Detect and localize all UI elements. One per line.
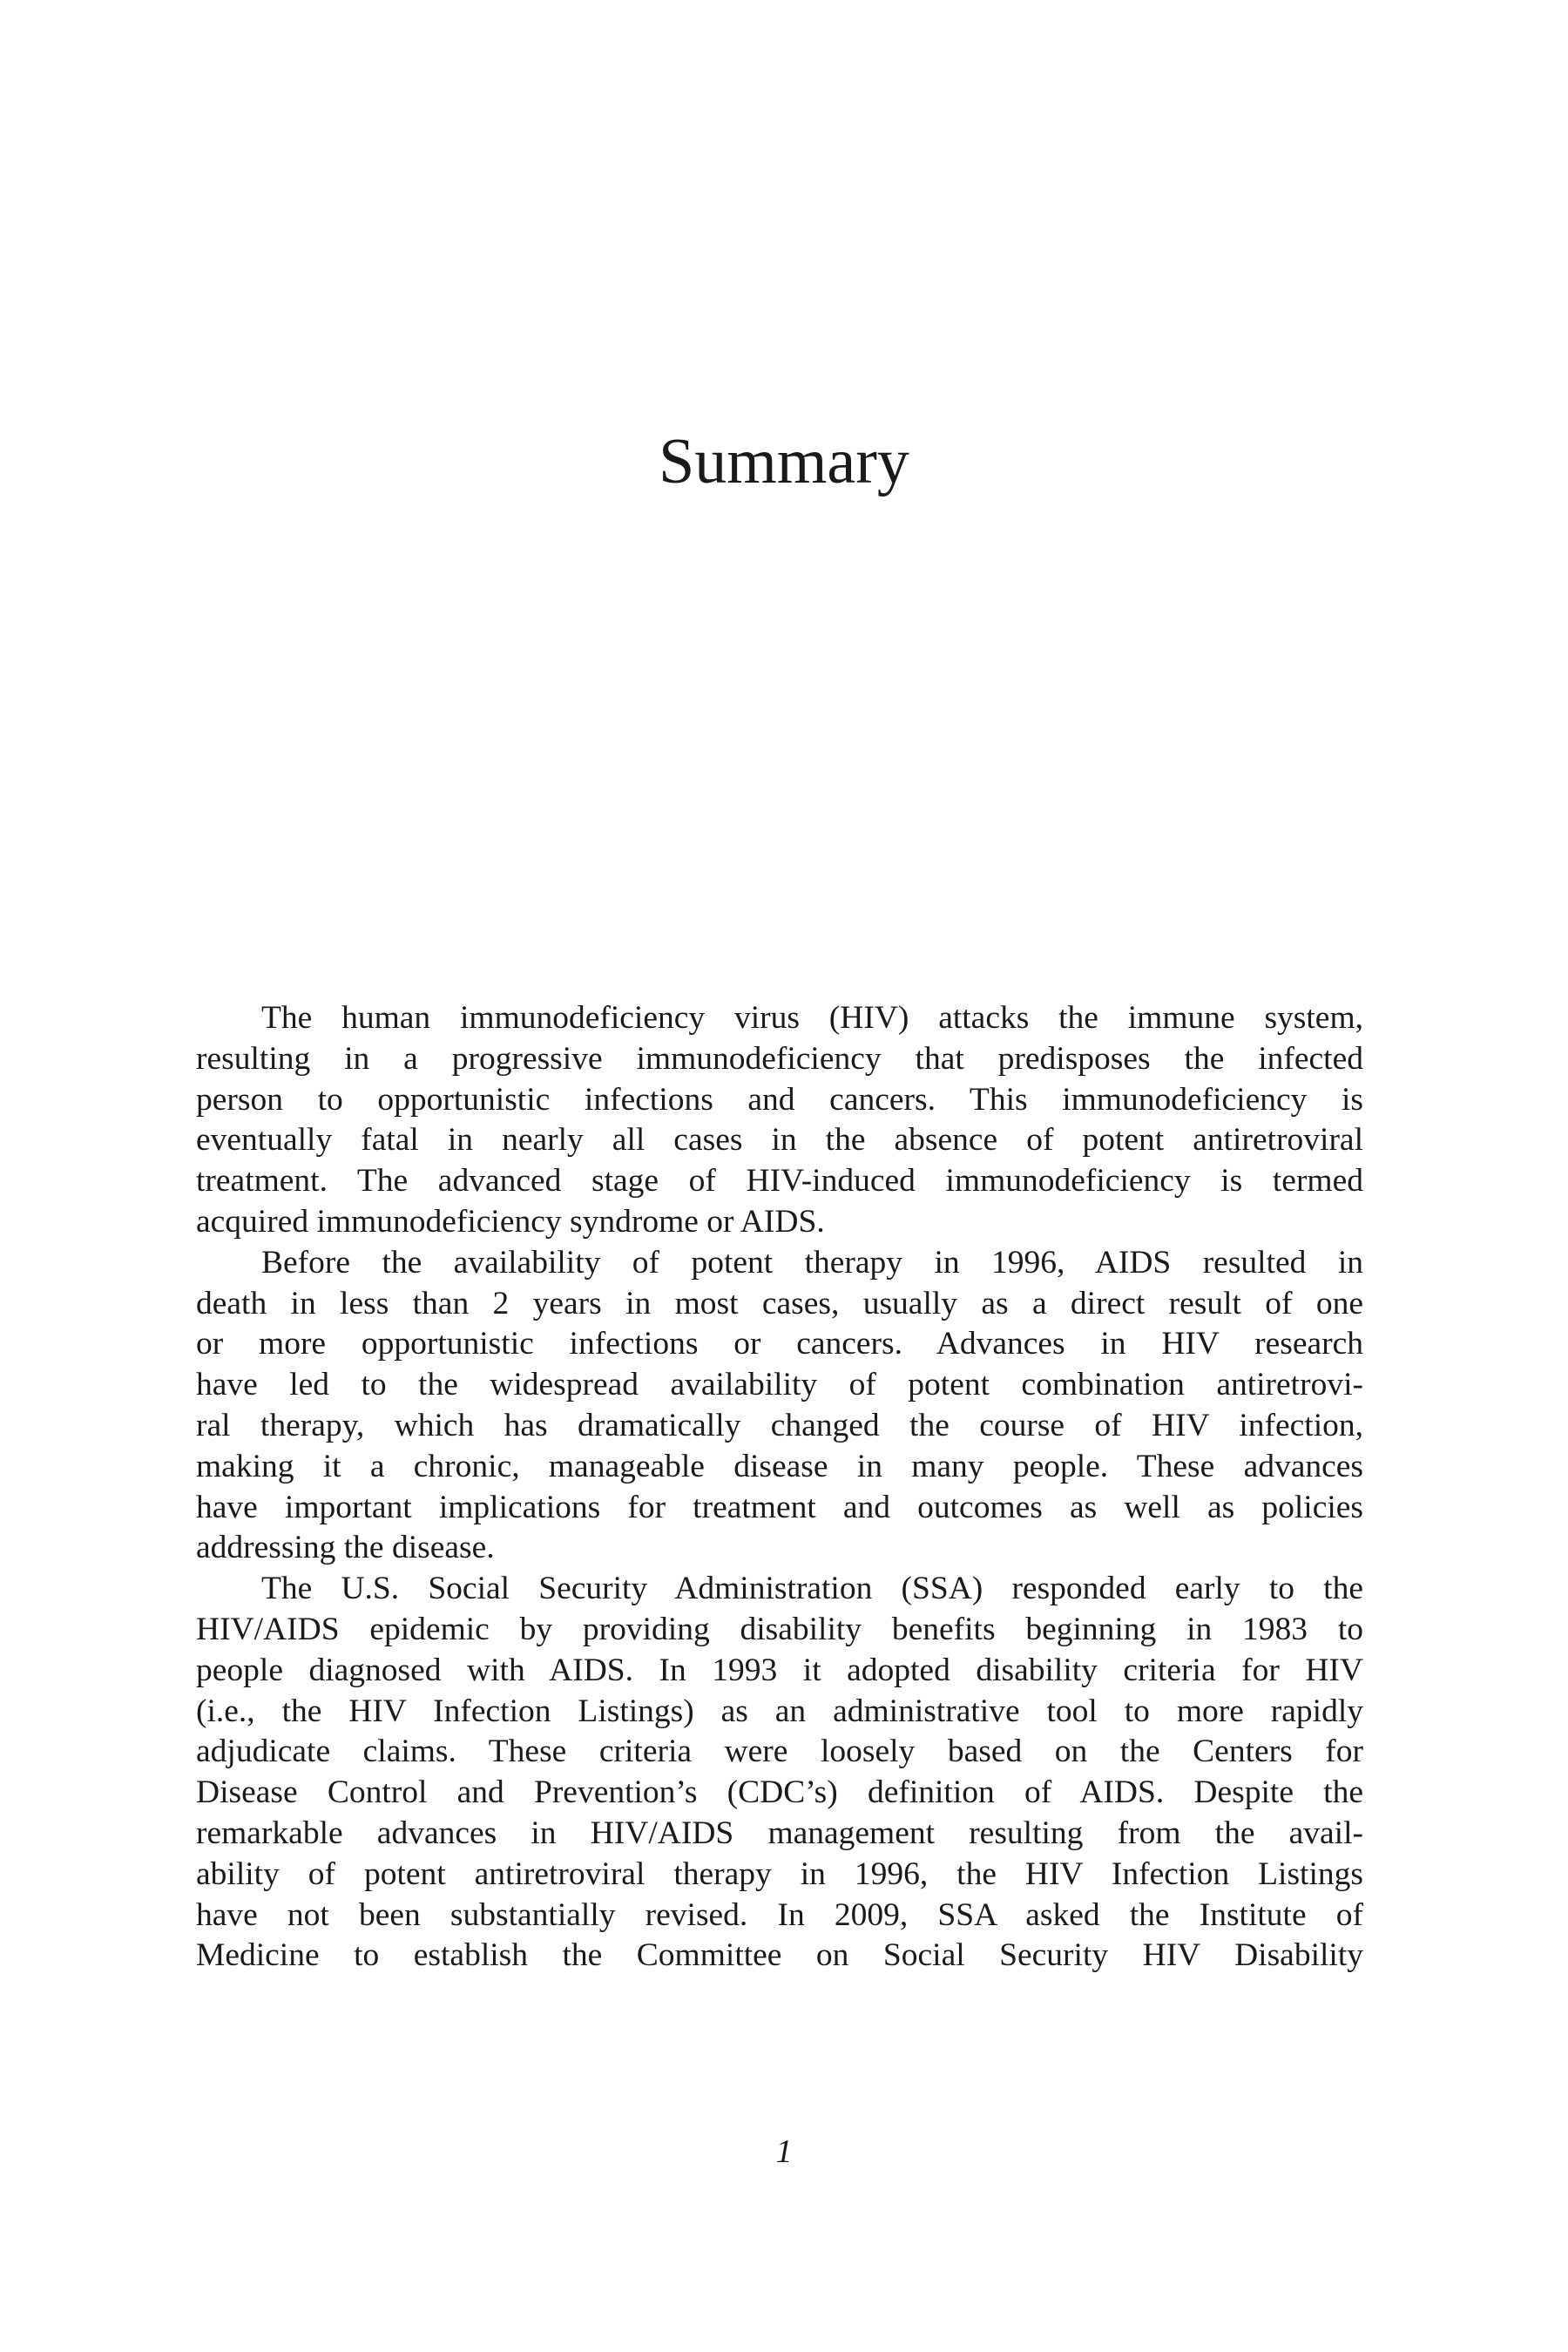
paragraph-3-line: HIV/AIDS epidemic by providing disability benefits beginning in 1983 to bbox=[196, 1611, 1363, 1647]
paragraph-3-line: (i.e., the HIV Infection Listings) as an administrative tool to more rapidly bbox=[196, 1693, 1363, 1729]
paragraph-3-line: people diagnosed with AIDS. In 1993 it adopted disability criteria for HIV bbox=[196, 1652, 1363, 1688]
paragraph-2-line: or more opportunistic infections or cancers. Advances in HIV research bbox=[196, 1326, 1363, 1362]
paragraph-1-line: treatment. The advanced stage of HIV-induced immunodeficiency is termed bbox=[196, 1163, 1363, 1200]
page-title: Summary bbox=[659, 426, 909, 497]
paragraph-2-line: Before the availability of potent therapy in 1996, AIDS resulted in bbox=[261, 1244, 1363, 1281]
paragraph-1-line: resulting in a progressive immunodeficiency that predisposes the infected bbox=[196, 1040, 1363, 1077]
paragraph-3-line: The U.S. Social Security Administration (SSA) responded early to the bbox=[261, 1571, 1363, 1607]
paragraph-3-line: Disease Control and Prevention’s (CDC’s) definition of AIDS. Despite the bbox=[196, 1774, 1363, 1811]
paragraph-3-line: remarkable advances in HIV/AIDS management resulting from the avail- bbox=[196, 1815, 1363, 1851]
paragraph-1-line: The human immunodeficiency virus (HIV) attacks the immune system, bbox=[261, 1000, 1363, 1036]
paragraph-3-line: ability of potent antiretroviral therapy in 1996, the HIV Infection Listings bbox=[196, 1855, 1363, 1892]
paragraph-3-line: have not been substantially revised. In 2009, SSA asked the Institute of bbox=[196, 1896, 1363, 1933]
paragraph-2-line: addressing the disease. bbox=[196, 1530, 495, 1566]
body-text bbox=[196, 998, 1363, 1977]
paragraph-1-line: eventually fatal in nearly all cases in the absence of potent antiretroviral bbox=[196, 1122, 1363, 1159]
paragraph-1-line: acquired immunodeficiency syndrome or AIDS. bbox=[196, 1203, 825, 1240]
paragraph-3-line: Medicine to establish the Committee on Social Security HIV Disability bbox=[196, 1937, 1363, 1974]
paragraph-3-line: adjudicate claims. These criteria were loosely based on the Centers for bbox=[196, 1734, 1363, 1770]
paragraph-2-line: have led to the widespread availability of potent combination antiretrovi- bbox=[196, 1367, 1363, 1403]
paragraph-2-line: death in less than 2 years in most cases, usually as a direct result of one bbox=[196, 1285, 1363, 1321]
paragraph-2-line: making it a chronic, manageable disease in many people. These advances bbox=[196, 1448, 1363, 1484]
paragraph-1-line: person to opportunistic infections and cancers. This immunodeficiency is bbox=[196, 1081, 1363, 1118]
page-number: 1 bbox=[775, 2133, 793, 2170]
paragraph-2-line: ral therapy, which has dramatically changed the course of HIV infection, bbox=[196, 1407, 1363, 1443]
paragraph-2-line: have important implications for treatment and outcomes as well as policies bbox=[196, 1489, 1363, 1525]
